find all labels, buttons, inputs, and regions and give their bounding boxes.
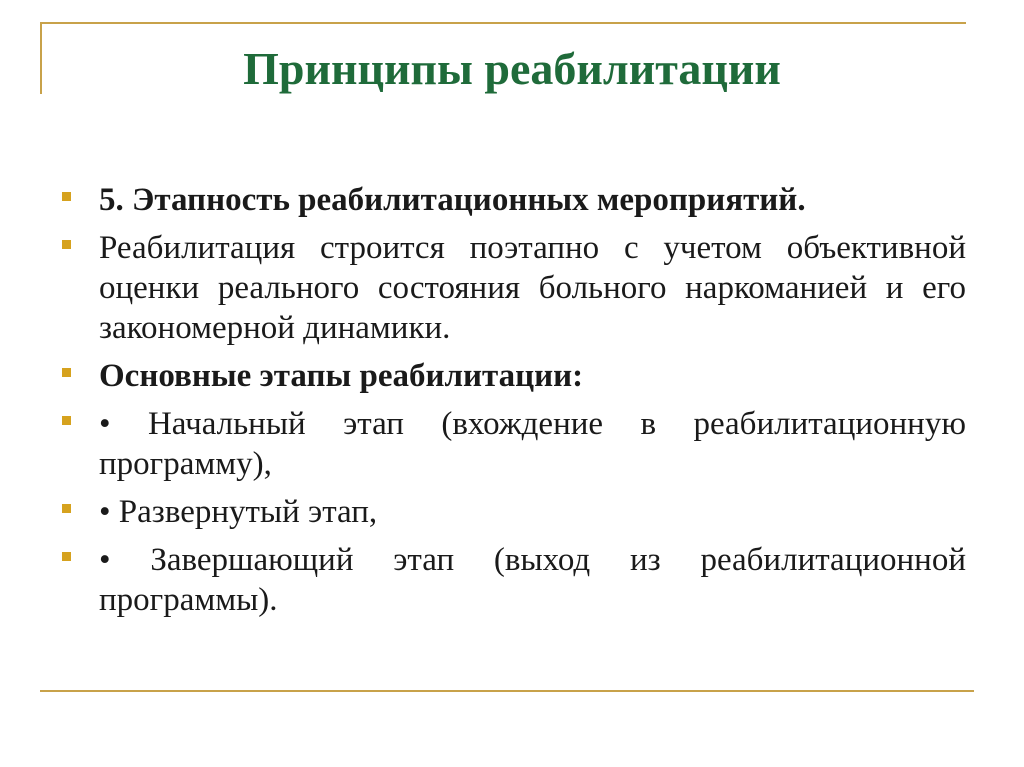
bullet-list [62,180,966,628]
square-bullet-icon [62,368,71,377]
square-bullet-icon [62,504,71,513]
slide-title: Принципы реабилитации [243,43,781,94]
bullet-text: 5. Этапность реабилитационных мероприятий. [99,182,806,218]
bullet-text: • Завершающий этап (выход из реабилитационной программы). [99,542,966,618]
square-bullet-icon [62,192,71,201]
square-bullet-icon [62,240,71,249]
square-bullet-icon [62,416,71,425]
list-item [62,180,966,220]
list-item [62,404,966,484]
square-bullet-icon [62,552,71,561]
bullet-text: • Развернутый этап, [99,494,378,530]
top-border-line [40,22,966,24]
list-item [62,356,966,396]
bottom-border-line [40,690,974,692]
list-item [62,228,966,348]
bullet-text: Основные этапы реабилитации: [99,358,584,394]
bullet-text: Реабилитация строится поэтапно с учетом объективной оценки реального состояния больного наркоманией и его закономерной динамики. [99,230,966,346]
bullet-text: • Начальный этап (вхождение в реабилитационную программу), [99,406,966,482]
list-item [62,540,966,620]
list-item [62,492,966,532]
